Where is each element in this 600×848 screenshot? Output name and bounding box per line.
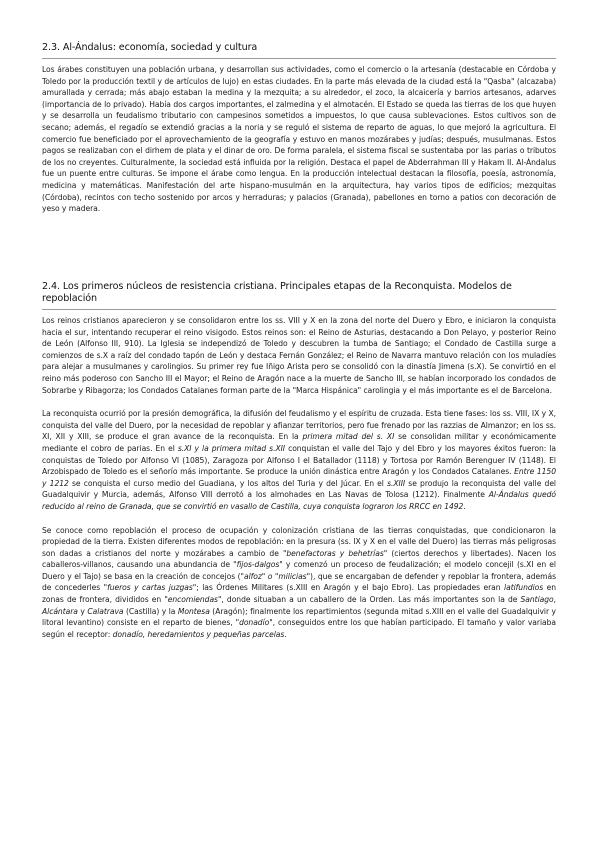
italic-run: Al-Ándalus quedó reducido al reino de Granada, que se convirtió en vasallo de Castilla, cuya conquista lograron los RRCC en 1492 bbox=[42, 490, 556, 511]
paragraph bbox=[42, 525, 556, 641]
italic-run: "fijos-dalgos" bbox=[233, 560, 283, 570]
section-divider bbox=[42, 58, 556, 59]
section-al-andalus bbox=[42, 42, 556, 215]
italic-run: "encomiendas" bbox=[164, 595, 222, 605]
section-title: 2.4. Los primeros núcleos de resistencia cristiana. Principales etapas de la Reconquista. Modelos de repoblación bbox=[42, 281, 512, 304]
italic-run: Alcántara bbox=[42, 606, 78, 616]
italic-run: Entre 1150 y 1212 bbox=[42, 467, 556, 488]
text-run: ; las Órdenes Militares (s.XIII en Aragón y el bajo Ebro). Las propiedades eran bbox=[196, 583, 505, 593]
italic-run: Santiago bbox=[520, 595, 554, 605]
text-run: , conseguidos entre los que habían participado. El tamaño y valor variaba según el receptor: bbox=[42, 618, 556, 639]
paragraph bbox=[42, 408, 556, 512]
italic-run: s.XI y la primera mitad s.XII bbox=[177, 443, 285, 453]
text-run: en zonas de frontera, divididos en bbox=[42, 583, 557, 605]
text-run: se consolidan militar y económicamente mediante el cobro de parias. En el bbox=[42, 432, 557, 453]
section-reconquista bbox=[42, 281, 556, 640]
italic-run: primera mitad del s. XI bbox=[302, 432, 395, 442]
text-run: se conquista el curso medio del Guadiana, y los altos del Turia y del Júcar. En el bbox=[68, 478, 388, 488]
italic-run: donadío, heredamientos y pequeñas parcelas bbox=[112, 629, 285, 639]
italic-run: "fueros y cartas juzgas" bbox=[103, 583, 197, 593]
text-run: . bbox=[284, 629, 287, 639]
italic-run: "alfoz" o "milicias" bbox=[240, 571, 311, 581]
paragraph: Los árabes constituyen una población urbana, y desarrollan sus actividades, como el comercio o la artesanía (destacable en Córdoba y Toledo por la producción textil y de artículos de lujo) en estas ciudades. En la parte más elevada de la ciudad está la "Qasba" (alcazaba) amurallada y cerrada; más abajo estaban la medina y la mezquita; a su alrededor, el zoco, la alcaicería y barrios artesanos, adarves (importancia de lo privado). Había dos cargos importantes, el zalmedina y el almotacén. El Estado se queda las tierras de los que huyen y se desarrolla un feudalismo tributario con campesinos sometidos a impuestos, lo que causa sublevaciones. Estos cultivos son de secano; además, el regadío se extendió gracias a la noria y se reguló el sistema de reparto de aguas, lo que mejoró la agricultura. El comercio fue beneficiado por el aprovechamiento de la geografía y estuvo en manos mozárabes y judías; después, musulmanas. Estos pagos se realizaban con el dirhem de plata y el dinar de oro. De forma paralela, el sistema fiscal se sustentaba por las parias o tributos de los no creyentes. Culturalmente, la sociedad está influida por la religión. Destaca el papel de Abderrahman III y Hakam II. Al-Ándalus fue un puente entre culturas. Se impone el árabe como lengua. En la producción intelectual destacan la filosofía, poesía, astronomía, medicina y matemáticas. Manifestación del arte hispano-musulmán en la arquitectura, hay varios tipos de edificios; mezquitas (Córdoba), recintos con techo sostenido por arcos y herraduras; y palacios (Granada), pabellones en torno a patios con decoración de yeso y madera. bbox=[42, 65, 556, 214]
italic-run: s.XIII bbox=[387, 478, 406, 488]
text-run: ), que se encargaban de defender y repoblar la frontera, además de concederles bbox=[42, 571, 556, 593]
text-run: se produjo la reconquista del valle del Guadalquivir y Murcia, además, Alfonso VIII derrotó a los almohades en Las Navas de Tolosa (1212). Finalmente bbox=[42, 478, 556, 500]
text-run: conquistan el valle del Tajo y del Ebro y los mayores éxitos fueron: la conquistas de Toledo por Alfonso VI (1085), Zaragoza por Alfonso I el Batallador (1118) y Tortosa por Ramón Berenguer IV (1148). El Arzobispado de Toledo es el señorío más importante. Se produce la unión dinástica entre Aragón y los Condados Catalanes. bbox=[42, 443, 556, 477]
text-run: . bbox=[463, 501, 466, 511]
text-run: y bbox=[77, 606, 88, 616]
italic-run: Montesa bbox=[177, 606, 210, 616]
italic-run: Calatrava bbox=[87, 606, 124, 616]
text-run: y comenzó un proceso de feudalización; el modelo concejil (s.XI en el Duero y el Tajo) se basa en la creación de concejos ( bbox=[42, 560, 556, 581]
text-run: , donde situaban a un caballero de la Orden. Las más importantes son la de bbox=[221, 595, 521, 605]
text-run: (Castilla) y la bbox=[123, 606, 178, 616]
text-run: (ciertos derechos y libertades). Nacen los caballeros-villanos, causando una abundancia de bbox=[42, 548, 557, 570]
italic-run: "benefactoras y behetrías" bbox=[282, 548, 388, 558]
text-run: , bbox=[553, 595, 556, 605]
section-title: 2.3. Al-Ándalus: economía, sociedad y cultura bbox=[42, 42, 258, 53]
text-run: (Aragón); finalmente los repartimientos (segunda mitad s.XIII en el valle del Guadalquivir y litoral levantino) consiste en el reparto de bienes, bbox=[42, 606, 556, 628]
text-run: Se conoce como repoblación el proceso de ocupación y colonización cristiana de las tierras conquistadas, que condicionaron la propiedad de la tierra. Existen diferentes modos de repoblación: en la presura (ss. IX y X en el valle del Duero) las tierras más peligrosas son dadas a cristianos del norte y mozárabes a cambio de bbox=[42, 525, 556, 558]
text-run: La reconquista ocurrió por la presión demográfica, la difusión del feudalismo y el espíritu de cruzada. Esta tiene fases: los ss. VIII, IX y X, conquista del valle del Duero, por la necesidad de repoblar y afianzar territorios, pero fue frenado por las razzias de Almanzor; en los ss. XI, XII y XIII, se produce el gran avance de la reconquista. En la bbox=[42, 409, 556, 442]
paragraph: Los reinos cristianos aparecieron y se consolidaron entre los ss. VIII y X en la zona del norte del Duero y Ebro, e iniciaron la conquista hacia el sur, intentando recuperar el reino visigodo. Estos reinos son: el Reino de Asturias, destacando a Don Pelayo, y posterior Reino de León (Alfonso III, 910). La Iglesia se independizó de Toledo y descubren la tumba de Santiago; el Condado de Castilla surge a comienzos de s.X a raíz del condado tapón de León y destaca Fernán González; el Reino de Navarra mantuvo relación con los muladíes para alejar a musulmanes y carolingios. Su primer rey fue Iñigo Arista pero se consolidó con la dinastía Jimena (s.X). Se convirtió en el reino más poderoso con Sancho III el Mayor; el Reino de Aragón nace a la muerte de Sancho III, se habían incorporado los condados de Sobrarbe y Ribagorza; los Condados Catalanes forman parte de la "Marca Hispánica" carolingia y el más importante es el de Barcelona. bbox=[42, 316, 556, 395]
italic-run: "donadío" bbox=[235, 618, 273, 628]
italic-run: latifundios bbox=[504, 583, 544, 593]
section-divider bbox=[42, 309, 556, 310]
